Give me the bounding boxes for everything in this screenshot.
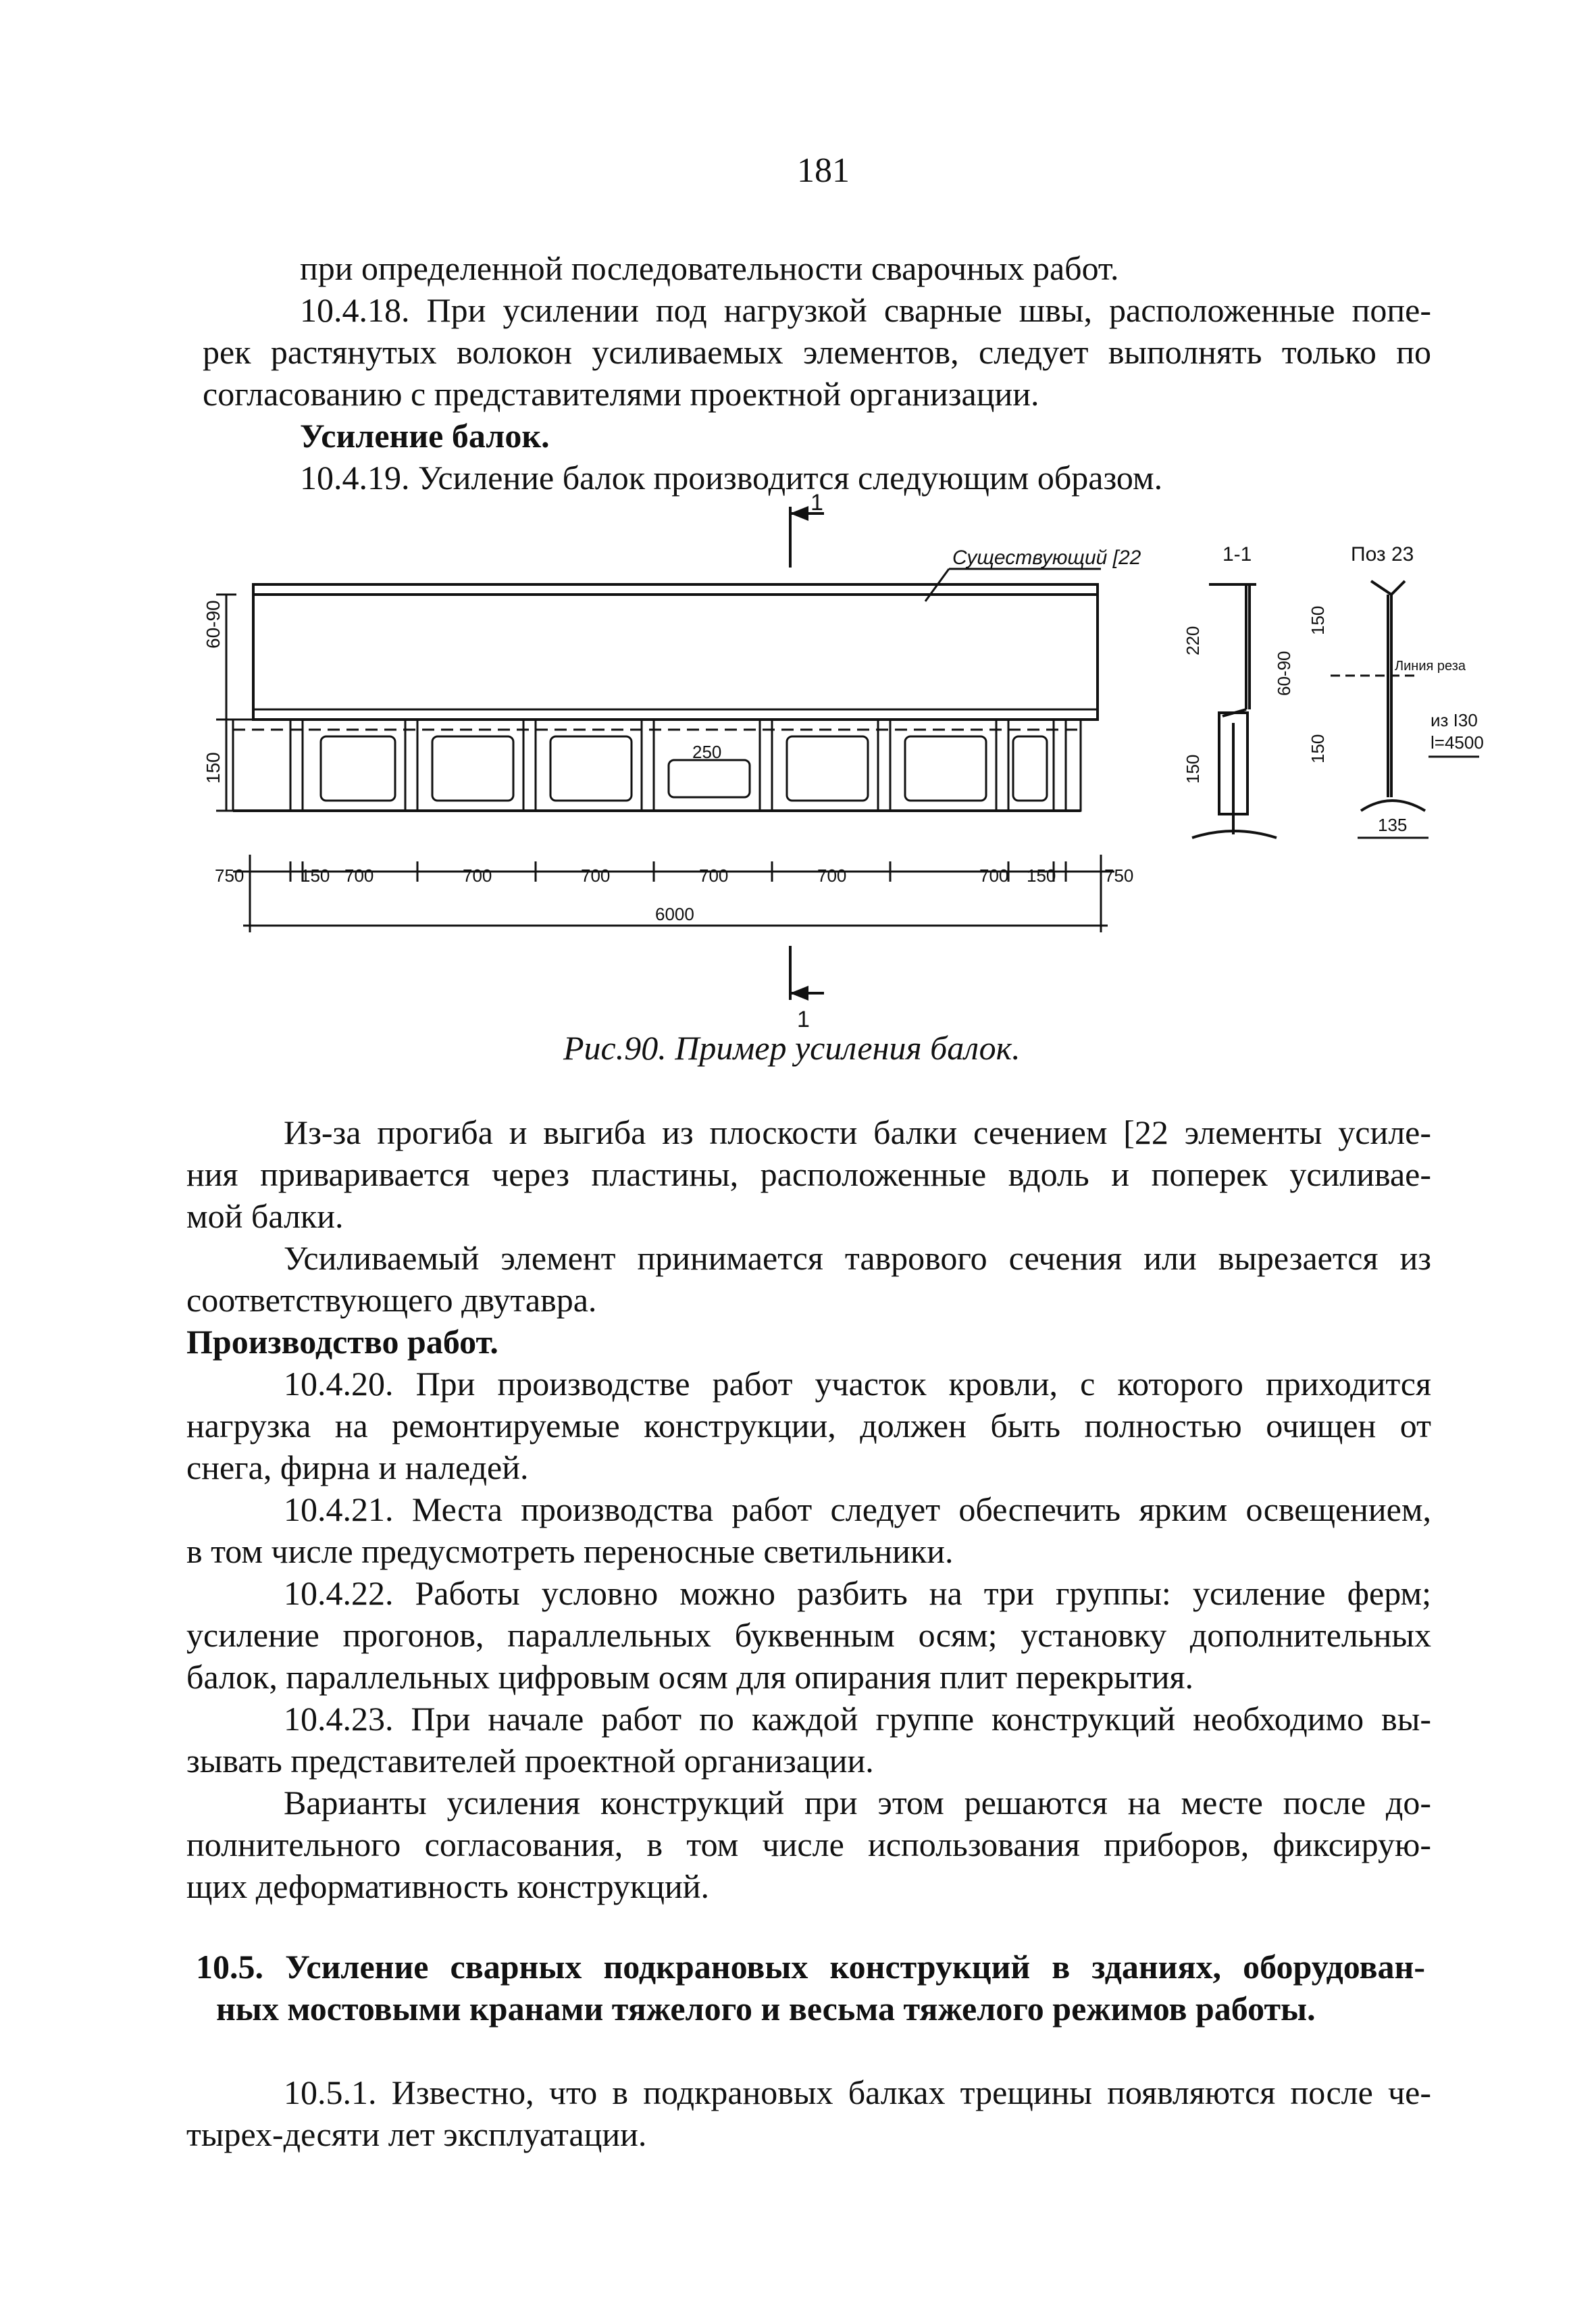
paragraph-line: ния приваривается через пластины, расположенные вдоль и поперек усиливае-: [186, 1155, 1431, 1193]
dim-weld-250: 250: [692, 742, 722, 762]
section-mark-bottom: [790, 946, 824, 1000]
dim-section-6090: 60-90: [1274, 651, 1294, 696]
section-mark-label: 1: [797, 1007, 810, 1032]
dim-700: 700: [463, 865, 492, 886]
length-label: l=4500: [1431, 732, 1484, 753]
paragraph-line: щих деформативность конструкций.: [186, 1867, 709, 1905]
dim-700: 700: [817, 865, 847, 886]
dim-pos-150-top: 150: [1308, 605, 1328, 635]
pos-23-profile: [1331, 581, 1479, 838]
paragraph-line: усиление прогонов, параллельных буквенным осям; установку дополнительных: [186, 1616, 1431, 1654]
beam-elevation: [233, 584, 1098, 811]
dim-700: 700: [699, 865, 729, 886]
paragraph-line: 10.4.22. Работы условно можно разбить на три группы: усиление ферм;: [284, 1574, 1431, 1612]
dim-total: 6000: [655, 904, 694, 924]
weld-panels: [321, 736, 1047, 801]
paragraph-line: мой балки.: [186, 1197, 344, 1235]
dim-section-150: 150: [1183, 754, 1203, 784]
dim-150-left: 150: [301, 865, 330, 886]
paragraph-line: балок, параллельных цифровым осям для опирания плит перекрытия.: [186, 1658, 1193, 1696]
section-title: ных мостовыми кранами тяжелого и весьма тяжелого режимов работы.: [216, 1990, 1316, 2028]
dim-pos-135: 135: [1378, 815, 1408, 835]
paragraph-line: 10.5.1. Известно, что в подкрановых балках трещины появляются после че-: [284, 2073, 1431, 2111]
paragraph-line: тырех-десяти лет эксплуатации.: [186, 2115, 647, 2153]
paragraph-line: 10.4.18. При усилении под нагрузкой сварные швы, расположенные попе-: [300, 291, 1431, 329]
section-label: 1-1: [1222, 543, 1252, 565]
paragraph-line: 10.4.19. Усиление балок производится следующим образом.: [300, 459, 1163, 497]
existing-channel-label: Существующий [22: [952, 547, 1141, 569]
dim-left-lower: 150: [203, 752, 224, 784]
paragraph-line: соответствующего двутавра.: [186, 1281, 597, 1319]
from-beam-label: из I30: [1431, 710, 1478, 730]
beam-reinforcement-drawing: [182, 493, 1506, 1034]
paragraph-line: 10.4.21. Места производства работ следует обеспечить ярким освещением,: [284, 1490, 1431, 1528]
paragraph-line: зывать представителей проектной организации.: [186, 1742, 874, 1780]
paragraph-line: снега, фирна и наледей.: [186, 1449, 529, 1486]
paragraph-line: 10.4.20. При производстве работ участок кровли, с которого приходится: [284, 1365, 1431, 1403]
dim-750-right: 750: [1104, 865, 1134, 886]
paragraph-line: согласованию с представителями проектной организации.: [203, 375, 1039, 413]
paragraph-line: полнительного согласования, в том числе использования приборов, фиксирую-: [186, 1826, 1431, 1863]
section-heading: Производство работ.: [186, 1323, 498, 1361]
paragraph-line: Варианты усиления конструкций при этом решаются на месте после до-: [284, 1784, 1431, 1821]
dim-150-right: 150: [1027, 865, 1056, 886]
dim-700: 700: [344, 865, 374, 886]
cut-line-label: Линия реза: [1395, 659, 1466, 674]
section-mark-top: [790, 507, 824, 568]
section-mark-label: 1: [810, 493, 823, 515]
page-number: 181: [797, 151, 850, 190]
paragraph-line: при определенной последовательности сварочных работ.: [300, 249, 1119, 287]
section-1-1: [1192, 584, 1277, 838]
paragraph-line: рек растянутых волокон усиливаемых элементов, следует выполнять только по: [203, 333, 1431, 371]
paragraph-line: 10.4.23. При начале работ по каждой группе конструкций необходимо вы-: [284, 1700, 1431, 1738]
pos-label: Поз 23: [1351, 543, 1414, 565]
section-title: 10.5. Усиление сварных подкрановых конструкций в зданиях, оборудован-: [196, 1948, 1425, 1986]
dim-section-220: 220: [1183, 626, 1203, 655]
paragraph-line: в том числе предусмотреть переносные светильники.: [186, 1532, 954, 1570]
dim-700: 700: [581, 865, 611, 886]
dim-left-upper: 60-90: [203, 600, 224, 649]
dim-750-left: 750: [215, 865, 244, 886]
paragraph-line: Из-за прогиба и выгиба из плоскости балки сечением [22 элементы усиле-: [284, 1113, 1431, 1151]
paragraph-line: нагрузка на ремонтируемые конструкции, должен быть полностью очищен от: [186, 1407, 1431, 1444]
section-heading: Усиление балок.: [300, 417, 550, 455]
dim-pos-150-bottom: 150: [1308, 734, 1328, 763]
figure-caption: Рис.90. Пример усиления балок.: [563, 1029, 1021, 1067]
dim-700: 700: [979, 865, 1009, 886]
paragraph-line: Усиливаемый элемент принимается таврового сечения или вырезается из: [284, 1239, 1431, 1277]
